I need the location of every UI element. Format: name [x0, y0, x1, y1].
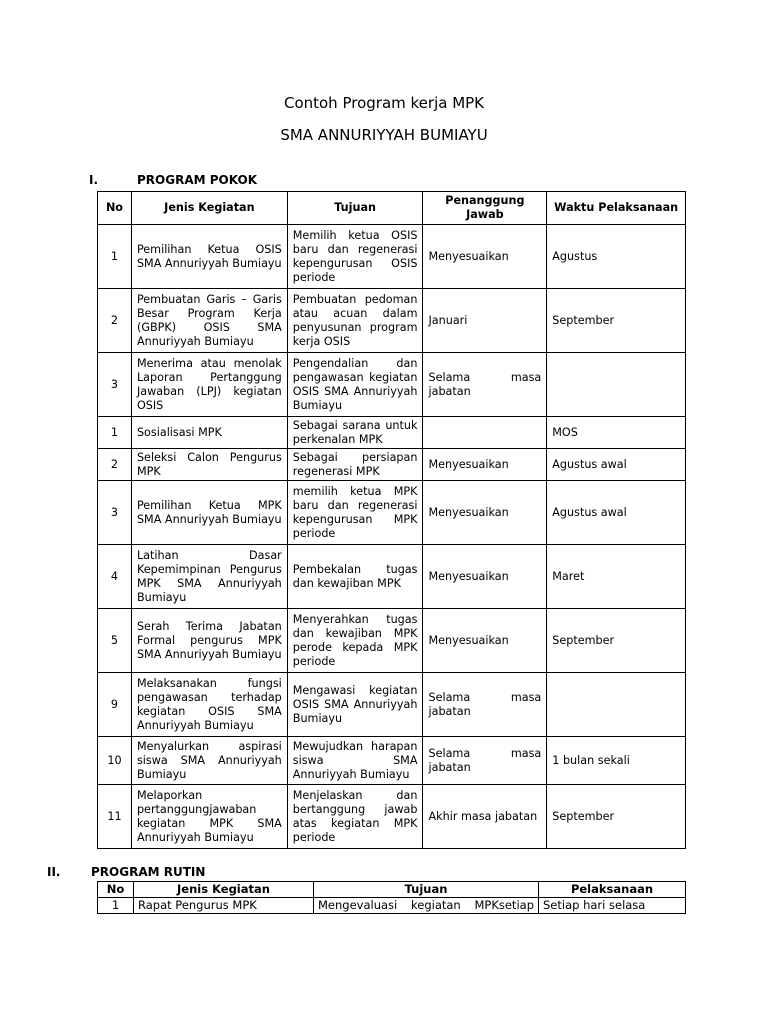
table-row	[98, 545, 686, 609]
cell-tujuan: memilih ketua MPK baru dan regenerasi kepengurusan MPK periode	[287, 481, 423, 545]
cell-jenis-kegiatan: Pembuatan Garis – Garis Besar Program Kerja (GBPK) OSIS SMA Annuriyyah Bumiayu	[131, 289, 287, 353]
header-waktu-pelaksanaan: Waktu Pelaksanaan	[547, 192, 686, 225]
cell-waktu-pelaksanaan: September	[547, 609, 686, 673]
cell-waktu-pelaksanaan: MOS	[547, 417, 686, 449]
cell-no: 1	[98, 417, 132, 449]
cell-jenis-kegiatan: Menyalurkan aspirasi siswa SMA Annuriyyah Bumiayu	[131, 737, 287, 785]
cell-tujuan: Mewujudkan harapan siswa SMA Annuriyyah Bumiayu	[287, 737, 423, 785]
cell-tujuan: Mengevaluasi kegiatan MPKsetiap	[314, 898, 539, 914]
cell-pelaksanaan: Setiap hari selasa	[539, 898, 686, 914]
cell-no: 2	[98, 289, 132, 353]
document-title: Contoh Program kerja MPK	[283, 94, 485, 112]
cell-tujuan: Mengawasi kegiatan OSIS SMA Annuriyyah Bumiayu	[287, 673, 423, 737]
table-row	[98, 785, 686, 849]
cell-penanggung-jawab: Selama masa jabatan	[423, 353, 547, 417]
header-pelaksanaan: Pelaksanaan	[539, 882, 686, 898]
cell-jenis-kegiatan: Menerima atau menolak Laporan Pertanggung Jawaban (LPJ) kegiatan OSIS	[131, 353, 287, 417]
cell-penanggung-jawab	[423, 417, 547, 449]
cell-tujuan: Sebagai sarana untuk perkenalan MPK	[287, 417, 423, 449]
cell-jenis-kegiatan: Pemilihan Ketua OSIS SMA Annuriyyah Bumiayu	[131, 225, 287, 289]
cell-penanggung-jawab: Selama masa jabatan	[423, 737, 547, 785]
cell-waktu-pelaksanaan: Agustus	[547, 225, 686, 289]
cell-jenis-kegiatan: Melaporkan pertanggungjawaban kegiatan MPK SMA Annuriyyah Bumiayu	[131, 785, 287, 849]
cell-waktu-pelaksanaan	[547, 673, 686, 737]
header-no: No	[98, 192, 132, 225]
cell-jenis-kegiatan: Pemilihan Ketua MPK SMA Annuriyyah Bumiayu	[131, 481, 287, 545]
cell-no: 3	[98, 353, 132, 417]
header-tujuan: Tujuan	[287, 192, 423, 225]
cell-tujuan: Pembuatan pedoman atau acuan dalam penyusunan program kerja OSIS	[287, 289, 423, 353]
cell-tujuan: Memilih ketua OSIS baru dan regenerasi kepengurusan OSIS periode	[287, 225, 423, 289]
cell-tujuan: Menyerahkan tugas dan kewajiban MPK perode kepada MPK periode	[287, 609, 423, 673]
cell-no: 5	[98, 609, 132, 673]
cell-tujuan: Pengendalian dan pengawasan kegiatan OSIS SMA Annuriyyah Bumiayu	[287, 353, 423, 417]
cell-no: 10	[98, 737, 132, 785]
cell-waktu-pelaksanaan: September	[547, 289, 686, 353]
cell-tujuan: Sebagai persiapan regenerasi MPK	[287, 449, 423, 481]
section-1-number: I.	[89, 173, 99, 187]
table-row	[98, 449, 686, 481]
cell-no: 11	[98, 785, 132, 849]
cell-jenis-kegiatan: Rapat Pengurus MPK	[134, 898, 314, 914]
header-penanggung-jawab: Penanggung Jawab	[423, 192, 547, 225]
cell-tujuan: Menjelaskan dan bertanggung jawab atas kegiatan MPK periode	[287, 785, 423, 849]
cell-tujuan: Pembekalan tugas dan kewajiban MPK	[287, 545, 423, 609]
cell-jenis-kegiatan: Sosialisasi MPK	[131, 417, 287, 449]
cell-no: 4	[98, 545, 132, 609]
table-row	[98, 225, 686, 289]
program-rutin-table	[97, 881, 686, 914]
cell-penanggung-jawab: Menyesuaikan	[423, 545, 547, 609]
cell-no: 2	[98, 449, 132, 481]
cell-penanggung-jawab: Januari	[423, 289, 547, 353]
cell-penanggung-jawab: Menyesuaikan	[423, 225, 547, 289]
table-row	[98, 289, 686, 353]
table-row	[98, 898, 686, 914]
cell-no: 1	[98, 225, 132, 289]
section-2-title: PROGRAM RUTIN	[91, 865, 206, 879]
cell-no: 3	[98, 481, 132, 545]
cell-penanggung-jawab: Selama masa jabatan	[423, 673, 547, 737]
cell-jenis-kegiatan: Melaksanakan fungsi pengawasan terhadap kegiatan OSIS SMA Annuriyyah Bumiayu	[131, 673, 287, 737]
table-header-row	[98, 882, 686, 898]
cell-jenis-kegiatan: Serah Terima Jabatan Formal pengurus MPK SMA Annuriyyah Bumiayu	[131, 609, 287, 673]
cell-no: 9	[98, 673, 132, 737]
cell-waktu-pelaksanaan: Agustus awal	[547, 449, 686, 481]
cell-waktu-pelaksanaan: 1 bulan sekali	[547, 737, 686, 785]
header-jenis-kegiatan: Jenis Kegiatan	[131, 192, 287, 225]
table-row	[98, 353, 686, 417]
cell-waktu-pelaksanaan: September	[547, 785, 686, 849]
cell-penanggung-jawab: Menyesuaikan	[423, 449, 547, 481]
table-row	[98, 481, 686, 545]
table-header-row	[98, 192, 686, 225]
header-no: No	[98, 882, 134, 898]
school-name: SMA ANNURIYYAH BUMIAYU	[280, 126, 488, 144]
table-row	[98, 673, 686, 737]
cell-no: 1	[98, 898, 134, 914]
section-1-title: PROGRAM POKOK	[137, 173, 257, 187]
section-2-number: II.	[47, 865, 61, 879]
table-row	[98, 737, 686, 785]
cell-waktu-pelaksanaan	[547, 353, 686, 417]
header-tujuan: Tujuan	[314, 882, 539, 898]
cell-waktu-pelaksanaan: Agustus awal	[547, 481, 686, 545]
table-row	[98, 609, 686, 673]
cell-jenis-kegiatan: Latihan Dasar Kepemimpinan Pengurus MPK SMA Annuriyyah Bumiayu	[131, 545, 287, 609]
program-pokok-table	[97, 191, 686, 849]
cell-jenis-kegiatan: Seleksi Calon Pengurus MPK	[131, 449, 287, 481]
header-jenis-kegiatan: Jenis Kegiatan	[134, 882, 314, 898]
cell-waktu-pelaksanaan: Maret	[547, 545, 686, 609]
cell-penanggung-jawab: Menyesuaikan	[423, 481, 547, 545]
table-row	[98, 417, 686, 449]
cell-penanggung-jawab: Menyesuaikan	[423, 609, 547, 673]
cell-penanggung-jawab: Akhir masa jabatan	[423, 785, 547, 849]
